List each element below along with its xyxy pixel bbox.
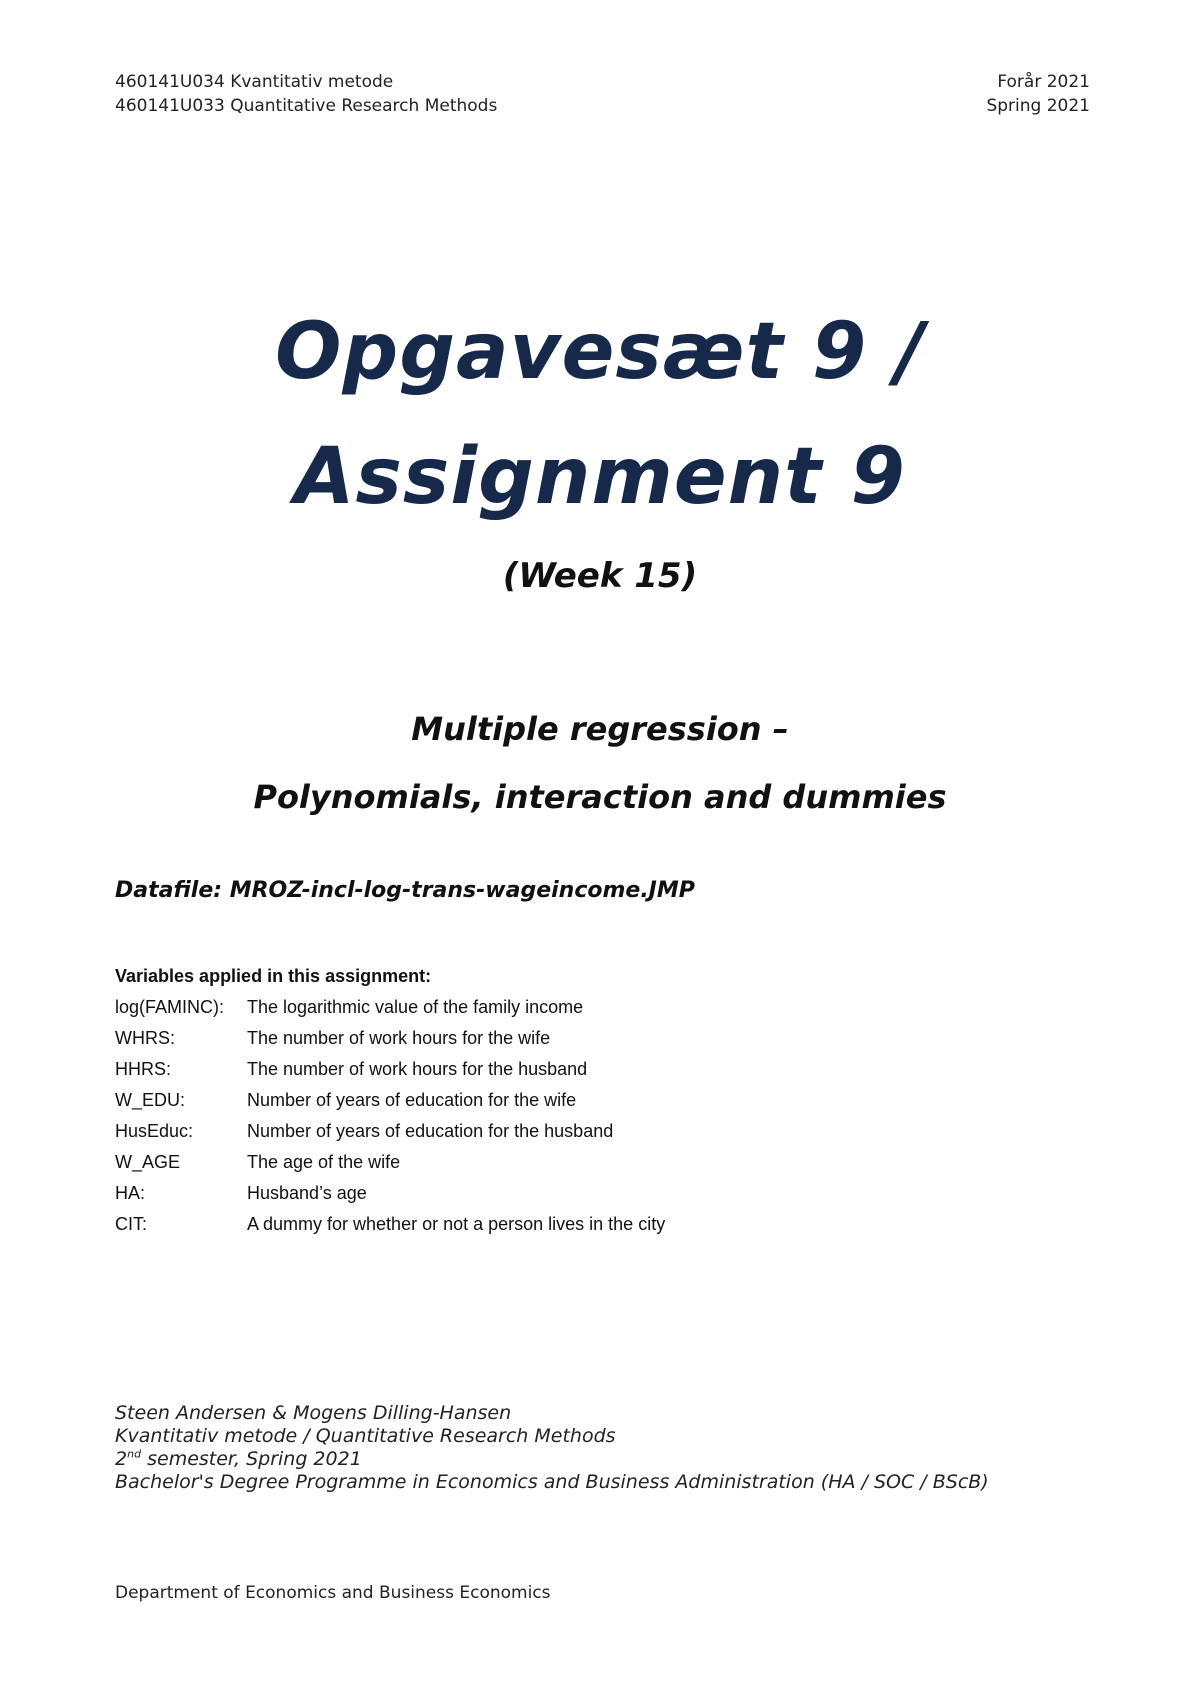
header-row-1 [115, 70, 1090, 94]
datafile-label: Datafile: MROZ-incl-log-trans-wageincome.JMP [115, 878, 695, 903]
variable-description: The logarithmic value of the family income [247, 997, 584, 1017]
semester-ordinal: nd [127, 1447, 142, 1461]
variable-row [115, 1054, 665, 1085]
variable-name: HHRS: [115, 1059, 172, 1079]
semester-text: semester, Spring 2021 [141, 1448, 362, 1470]
title-line-1: Opgavesæt 9 / [275, 307, 925, 397]
course-code-english: 460141U033 Quantitative Research Methods [115, 96, 498, 116]
semester-english: Spring 2021 [986, 96, 1090, 116]
variable-row [115, 1085, 665, 1116]
variable-description: Husband’s age [247, 1183, 367, 1203]
semester-line [115, 1448, 989, 1471]
variables-heading: Variables applied in this assignment: [115, 966, 432, 986]
variable-row [115, 1023, 665, 1054]
variable-name: W_EDU: [115, 1090, 186, 1110]
variable-row [115, 992, 665, 1023]
subtitle-line-1: Multiple regression – [411, 710, 789, 748]
week-label: (Week 15) [502, 556, 698, 596]
semester-number: 2 [115, 1448, 128, 1470]
title-line-2: Assignment 9 [294, 432, 906, 522]
department-footer: Department of Economics and Business Economics [115, 1583, 551, 1603]
variable-name: CIT: [115, 1214, 148, 1234]
page-title [0, 290, 1200, 540]
variable-description: A dummy for whether or not a person lives in the city [247, 1214, 666, 1234]
variable-row [115, 1116, 665, 1147]
variable-description: Number of years of education for the husband [247, 1121, 614, 1141]
course-name: Kvantitativ metode / Quantitative Research Methods [115, 1425, 616, 1447]
variable-row [115, 1209, 665, 1240]
subtitle [0, 695, 1200, 831]
authors-block [115, 1402, 989, 1494]
variable-name: HusEduc: [115, 1121, 194, 1141]
variable-row [115, 1178, 665, 1209]
variable-row [115, 1147, 665, 1178]
page-header [115, 70, 1090, 118]
subtitle-line-2: Polynomials, interaction and dummies [253, 778, 947, 816]
variable-description: The age of the wife [247, 1152, 401, 1172]
variables-list [115, 960, 665, 1240]
variable-name: HA: [115, 1183, 146, 1203]
variable-description: Number of years of education for the wife [247, 1090, 577, 1110]
semester-danish: Forår 2021 [997, 72, 1090, 92]
course-code-danish: 460141U034 Kvantitativ metode [115, 72, 394, 92]
variable-name: W_AGE [115, 1152, 181, 1172]
variable-description: The number of work hours for the wife [247, 1028, 551, 1048]
variable-name: WHRS: [115, 1028, 175, 1048]
programme-name: Bachelor's Degree Programme in Economics and Business Administration (HA / SOC / BScB) [115, 1471, 989, 1493]
variable-description: The number of work hours for the husband [247, 1059, 588, 1079]
header-row-2 [115, 94, 1090, 118]
variable-name: log(FAMINC): [115, 997, 225, 1017]
authors-names: Steen Andersen & Mogens Dilling-Hansen [115, 1402, 512, 1424]
